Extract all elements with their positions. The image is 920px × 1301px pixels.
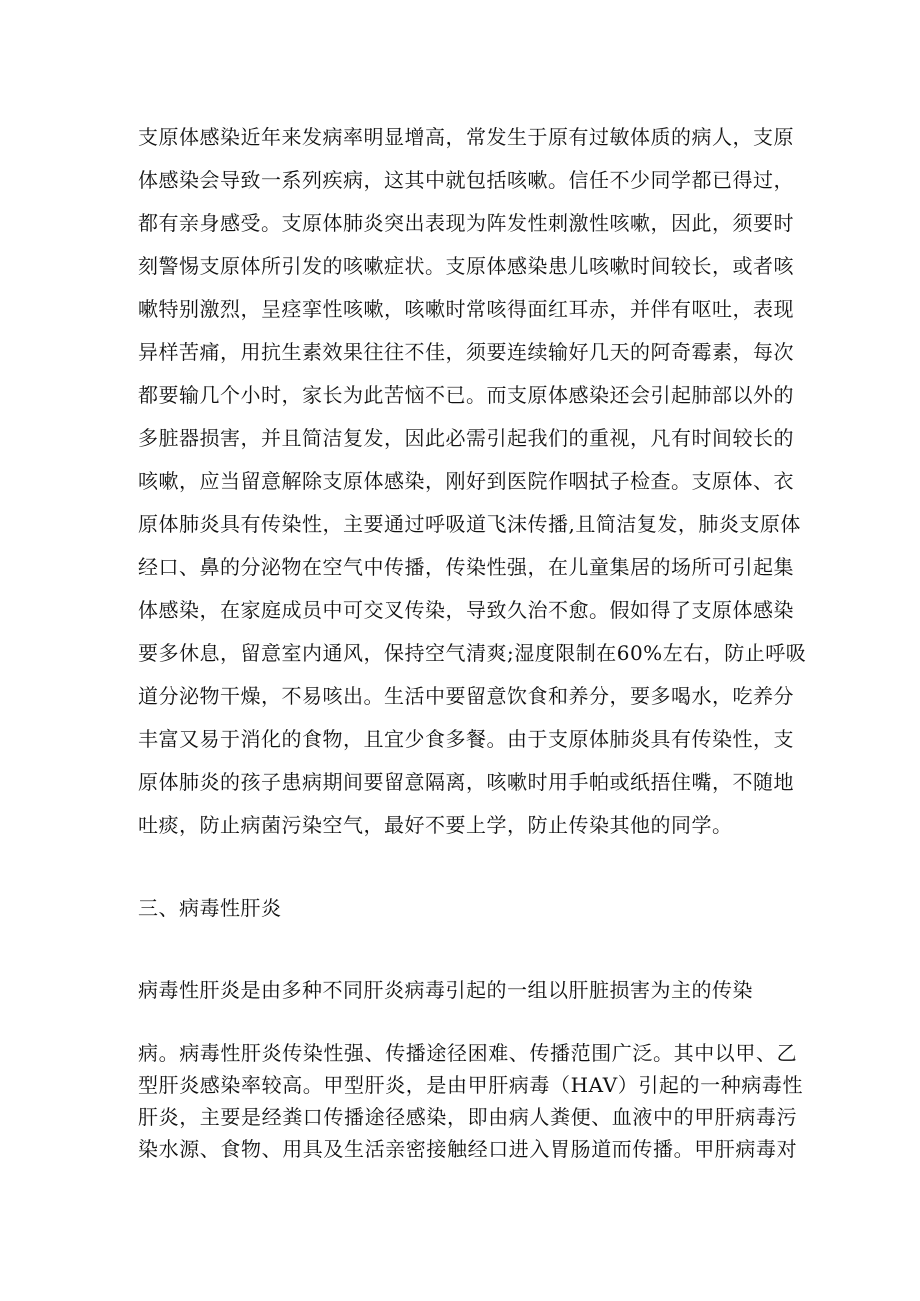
section-heading: 三、病毒性肝炎 — [138, 896, 282, 920]
text-line: 原体肺炎具有传染性，主要通过呼吸道飞沫传播,且简洁复发，肺炎支原体 — [138, 512, 801, 536]
text-line: 嗽特别激烈，呈痉挛性咳嗽，咳嗽时常咳得面红耳赤，并伴有呕吐，表现 — [138, 297, 794, 321]
text-line: 病。病毒性肝炎传染性强、传播途径困难、传播范围广泛。其中以甲、乙 — [138, 1041, 798, 1065]
text-line: 刻警惕支原体所引发的咳嗽症状。支原体感染患儿咳嗽时间较长，或者咳 — [138, 254, 794, 278]
text-line: 道分泌物干燥，不易咳出。生活中要留意饮食和养分，要多喝水，吃养分 — [138, 684, 794, 708]
text-line: 原体肺炎的孩子患病期间要留意隔离，咳嗽时用手帕或纸捂住嘴，不随地 — [138, 770, 794, 794]
text-line: 肝炎，主要是经粪口传播途径感染，即由病人粪便、血液中的甲肝病毒污 — [138, 1105, 798, 1129]
text-line: 染水源、食物、用具及生活亲密接触经口进入胃肠道而传播。甲肝病毒对 — [138, 1137, 798, 1161]
text-line: 型肝炎感染率较高。甲型肝炎，是由甲肝病毒（HAV）引起的一种病毒性 — [138, 1073, 804, 1097]
text-line: 异样苦痛，用抗生素效果往往不佳，须要连续输好几天的阿奇霉素，每次 — [138, 340, 794, 364]
text-line: 支原体感染近年来发病率明显增高，常发生于原有过敏体质的病人，支原 — [138, 125, 794, 149]
text-line: 体感染会导致一系列疾病，这其中就包括咳嗽。信任不少同学都已得过， — [138, 168, 794, 192]
text-line: 多脏器损害，并且简洁复发，因此必需引起我们的重视，凡有时间较长的 — [138, 426, 794, 450]
text-line: 体感染，在家庭成员中可交叉传染，导致久治不愈。假如得了支原体感染 — [138, 598, 794, 622]
text-line: 吐痰，防止病菌污染空气，最好不要上学，防止传染其他的同学。 — [138, 813, 733, 837]
text-line: 丰富又易于消化的食物，且宜少食多餐。由于支原体肺炎具有传染性，支 — [138, 727, 794, 751]
text-line: 要多休息，留意室内通风，保持空气清爽;湿度限制在60%左右，防止呼吸 — [138, 641, 807, 665]
text-line: 都有亲身感受。支原体肺炎突出表现为阵发性刺激性咳嗽，因此，须要时 — [138, 211, 794, 235]
text-line: 咳嗽，应当留意解除支原体感染，刚好到医院作咽拭子检查。支原体、衣 — [138, 469, 794, 493]
intro-line: 病毒性肝炎是由多种不同肝炎病毒引起的一组以肝脏损害为主的传染 — [138, 978, 753, 1002]
text-line: 都要输几个小时，家长为此苦恼不已。而支原体感染还会引起肺部以外的 — [138, 383, 794, 407]
text-line: 经口、鼻的分泌物在空气中传播，传染性强，在儿童集居的场所可引起集 — [138, 555, 794, 579]
